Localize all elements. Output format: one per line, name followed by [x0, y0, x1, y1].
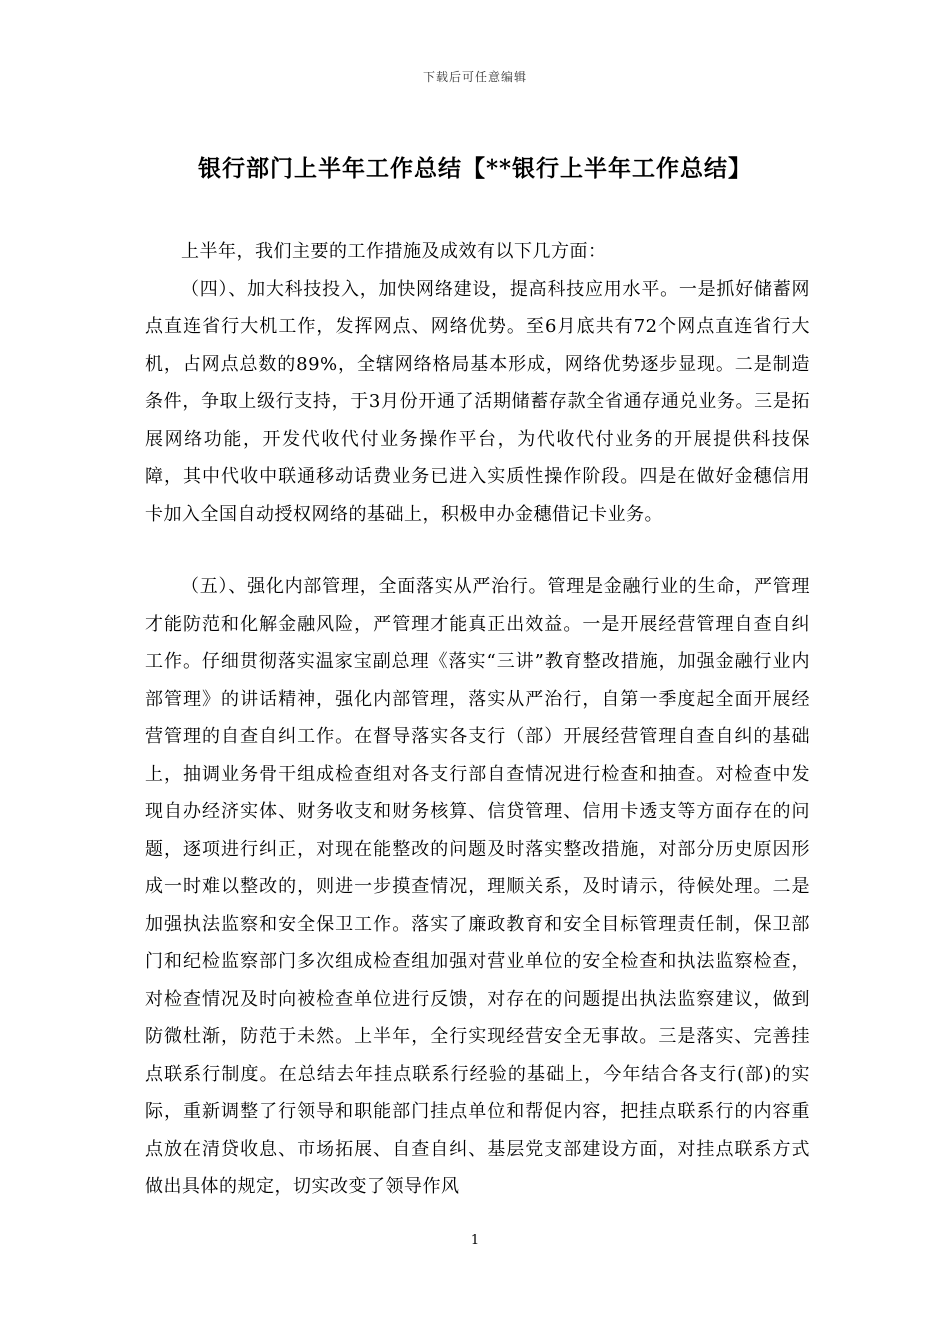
- document-body-bottom: [145, 568, 810, 1206]
- header-note: 下载后可任意编辑: [422, 70, 527, 84]
- paragraph-section-4: （四）、加大科技投入，加快网络建设，提高科技应用水平。一是抓好储蓄网点直连省行大机工作，发挥网点、网络优势。至6月底共有72个网点直连省行大机，占网点总数的89%，全辖网络格局基本形成，网络优势逐步显现。二是制造条件，争取上级行支持，于3月份开通了活期储蓄存款全省通存通兑业务。三是拓展网络功能，开发代收代付业务操作平台，为代收代付业务的开展提供科技保障，其中代收中联通移动话费业务已进入实质性操作阶段。四是在做好金穗信用卡加入全国自动授权网络的基础上，积极申办金穗借记卡业务。: [145, 278, 810, 525]
- paragraph-section-5: （五）、强化内部管理，全面落实从严治行。管理是金融行业的生命，严管理才能防范和化解金融风险，严管理才能真正出效益。一是开展经营管理自查自纠工作。仔细贯彻落实温家宝副总理《落实“三讲”教育整改措施，加强金融行业内部管理》的讲话精神，强化内部管理，落实从严治行，自第一季度起全面开展经营管理的自查自纠工作。在督导落实各支行（部）开展经营管理自查自纠的基础上，抽调业务骨干组成检查组对各支行部自查情况进行检查和抽查。对检查中发现自办经济实体、财务收支和财务核算、信贷管理、信用卡透支等方面存在的问题，逐项进行纠正，对现在能整改的问题及时落实整改措施，对部分历史原因形成一时难以整改的，则进一步摸查情况，理顺关系，及时请示，待候处理。二是加强执法监察和安全保卫工作。落实了廉政教育和安全目标管理责任制，保卫部门和纪检监察部门多次组成检查组加强对营业单位的安全检查和执法监察检查，对检查情况及时向被检查单位进行反馈，对存在的问题提出执法监察建议，做到防微杜渐，防范于未然。上半年，全行实现经营安全无事故。三是落实、完善挂点联系行制度。在总结去年挂点联系行经验的基础上，今年结合各支行(部)的实际，重新调整了行领导和职能部门挂点单位和帮促内容，把挂点联系行的内容重点放在清贷收息、市场拓展、自查自纠、基层党支部建设方面，对挂点联系方式做出具体的规定，切实改变了领导作风: [145, 576, 810, 1197]
- page-number: 1: [470, 1233, 480, 1248]
- intro-paragraph: 上半年，我们主要的工作措施及成效有以下几方面：: [181, 241, 607, 262]
- document-title: 银行部门上半年工作总结【**银行上半年工作总结】: [197, 155, 753, 182]
- document-body-top: [145, 233, 810, 533]
